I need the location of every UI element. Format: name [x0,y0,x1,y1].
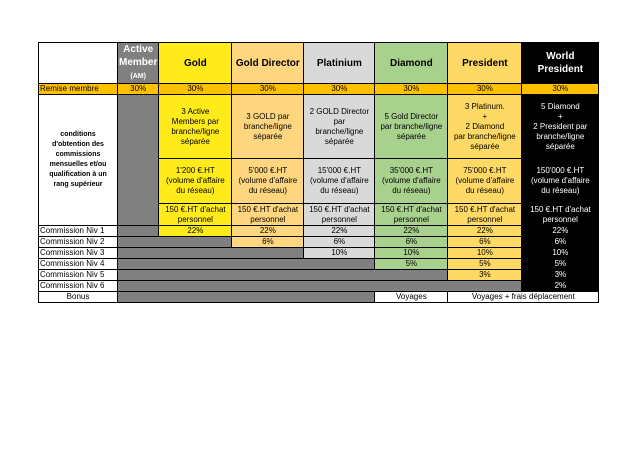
vol-line: (volume d'affaire [165,176,225,185]
vol-president [448,159,522,204]
commission-value: 10% [375,248,448,259]
qual-line: 2 President par [533,121,588,131]
commission-value: 5% [375,259,448,270]
qual-line: séparée [324,136,354,146]
vol-line: du réseau) [541,186,580,195]
achat-gold [159,204,232,226]
commission-value: 22% [448,226,522,237]
qual-line: + [482,111,488,121]
col-world-line1: World [546,51,575,62]
commission-row-5 [39,270,599,281]
qual-line: 5 Diamond [541,101,580,111]
qual-line: par branche/ligne [380,121,443,131]
commission-label: Commission Niv 3 [39,248,118,259]
commission-label: Commission Niv 2 [39,237,118,248]
qual-line: 5 Gold Director [384,111,439,121]
achat-president [448,204,522,226]
remise-world-president: 30% [522,84,599,95]
col-world-line2: President [537,64,584,75]
achat-line: 150 €.HT d'achat [165,204,226,214]
remise-active: 30% [118,84,159,95]
qual-line: 2 GOLD Director [309,106,370,116]
vol-line: 1'200 €.HT [175,166,215,175]
commission-empty [118,281,522,292]
remise-platinium: 30% [304,84,375,95]
commission-empty [118,248,304,259]
vol-line: 150'000 €.HT [536,166,585,175]
commission-value: 5% [522,259,599,270]
commission-value: 22% [304,226,375,237]
commission-plan-table [38,42,599,303]
qual-line: séparée [545,141,575,151]
achat-world-president [522,204,599,226]
commission-value: 22% [375,226,448,237]
col-active-line2: Member [119,57,158,68]
remise-gold-director: 30% [232,84,304,95]
remise-label: Remise membre [39,84,118,95]
vol-diamond [375,159,448,204]
commission-value: 3% [448,270,522,281]
conditions-line: d'obtention des [52,141,104,148]
qual-gold-director [232,95,304,159]
qual-line: branche/ligne [315,126,364,136]
bonus-row [39,292,599,303]
col-gold-director: Gold Director [232,43,304,84]
commission-value: 5% [448,259,522,270]
col-world-president [522,43,599,84]
vol-line: (volume d'affaire [309,176,369,185]
vol-world-president [522,159,599,204]
col-active-line3: (AM) [130,73,146,80]
qual-line: Members par [171,116,219,126]
achat-gold-director [232,204,304,226]
commission-row-2 [39,237,599,248]
qual-line: séparée [180,136,210,146]
conditions-line: qualification à un [49,171,107,178]
vol-line: 5'000 €.HT [248,166,288,175]
vol-line: (volume d'affaire [530,176,590,185]
achat-line: 150 €.HT d'achat [309,204,370,214]
qual-line: branche/ligne [536,131,585,141]
commission-value: 10% [522,248,599,259]
active-conditions-empty [118,95,159,226]
col-diamond: Diamond [375,43,448,84]
achat-line: personnel [393,214,429,224]
qual-line: 3 GOLD par [246,111,290,121]
vol-line: 35'000 €.HT [389,166,434,175]
achat-line: personnel [177,214,213,224]
corner-cell [39,43,118,84]
conditions-line: mensuelles et/ou [49,161,107,168]
conditions-line: rang supérieur [53,181,103,188]
qual-diamond [375,95,448,159]
achat-line: personnel [321,214,357,224]
vol-gold [159,159,232,204]
commission-value: 3% [522,270,599,281]
commission-value: 6% [375,237,448,248]
vol-gold-director [232,159,304,204]
bonus-president-world: Voyages + frais déplacement [448,292,599,303]
vol-line: (volume d'affaire [238,176,298,185]
commission-label: Commission Niv 1 [39,226,118,237]
conditions-line: conditions [60,131,96,138]
qual-line: 2 Diamond [465,121,505,131]
qual-line: branche/ligne [243,121,292,131]
vol-line: du réseau) [465,186,504,195]
commission-value: 6% [522,237,599,248]
qual-line: 3 Active [181,106,210,116]
qual-platinium [304,95,375,159]
achat-line: 150 €.HT d'achat [381,204,442,214]
commission-value: 6% [232,237,304,248]
commission-label: Commission Niv 5 [39,270,118,281]
vol-line: (volume d'affaire [455,176,515,185]
col-president: President [448,43,522,84]
commission-value: 6% [304,237,375,248]
conditions-line: commissions [55,151,101,158]
achat-diamond [375,204,448,226]
qual-line: 3 Platinum. [464,101,505,111]
achat-line: 150 €.HT d'achat [454,204,516,214]
vol-line: 15'000 €.HT [317,166,362,175]
qual-line: branche/ligne [171,126,220,136]
commission-empty [118,270,448,281]
achat-line: 150 €.HT d'achat [530,204,591,214]
bonus-diamond: Voyages [375,292,448,303]
commission-row-1 [39,226,599,237]
conditions-label [39,95,118,226]
qual-world-president [522,95,599,159]
achat-line: personnel [250,214,286,224]
commission-value: 10% [448,248,522,259]
commission-row-6 [39,281,599,292]
vol-line: du réseau) [176,186,215,195]
remise-diamond: 30% [375,84,448,95]
remise-row [39,84,599,95]
qual-president [448,95,522,159]
vol-line: du réseau) [320,186,359,195]
commission-row-4 [39,259,599,270]
vol-line: 75'000 €.HT [463,166,507,175]
commission-empty [118,259,375,270]
header-row [39,43,599,84]
commission-label: Commission Niv 4 [39,259,118,270]
col-gold: Gold [159,43,232,84]
vol-platinium [304,159,375,204]
achat-line: personnel [542,214,578,224]
vol-line: (volume d'affaire [381,176,441,185]
bonus-label: Bonus [39,292,118,303]
commission-label: Commission Niv 6 [39,281,118,292]
achat-line: 150 €.HT d'achat [237,204,299,214]
qual-line: + [558,111,563,121]
commission-empty [118,237,232,248]
achat-line: personnel [467,214,503,224]
col-active-member [118,43,159,84]
col-platinium: Platinium [304,43,375,84]
commission-value: 2% [522,281,599,292]
qual-line: par [333,116,346,126]
commission-empty [118,226,159,237]
qual-gold [159,95,232,159]
col-active-line1: Active [123,44,154,55]
vol-line: du réseau) [248,186,287,195]
remise-president: 30% [448,84,522,95]
commission-value: 22% [159,226,232,237]
achat-platinium [304,204,375,226]
commission-value: 10% [304,248,375,259]
commission-value: 6% [448,237,522,248]
bonus-empty [118,292,375,303]
vol-line: du réseau) [392,186,431,195]
qual-line: séparée [396,131,426,141]
commission-value: 22% [522,226,599,237]
commission-value: 22% [232,226,304,237]
qual-line: par branche/ligne [453,131,516,141]
qual-line: séparée [253,131,283,141]
qualification-row [39,95,599,159]
remise-gold: 30% [159,84,232,95]
qual-line: séparée [470,141,500,151]
commission-row-3 [39,248,599,259]
